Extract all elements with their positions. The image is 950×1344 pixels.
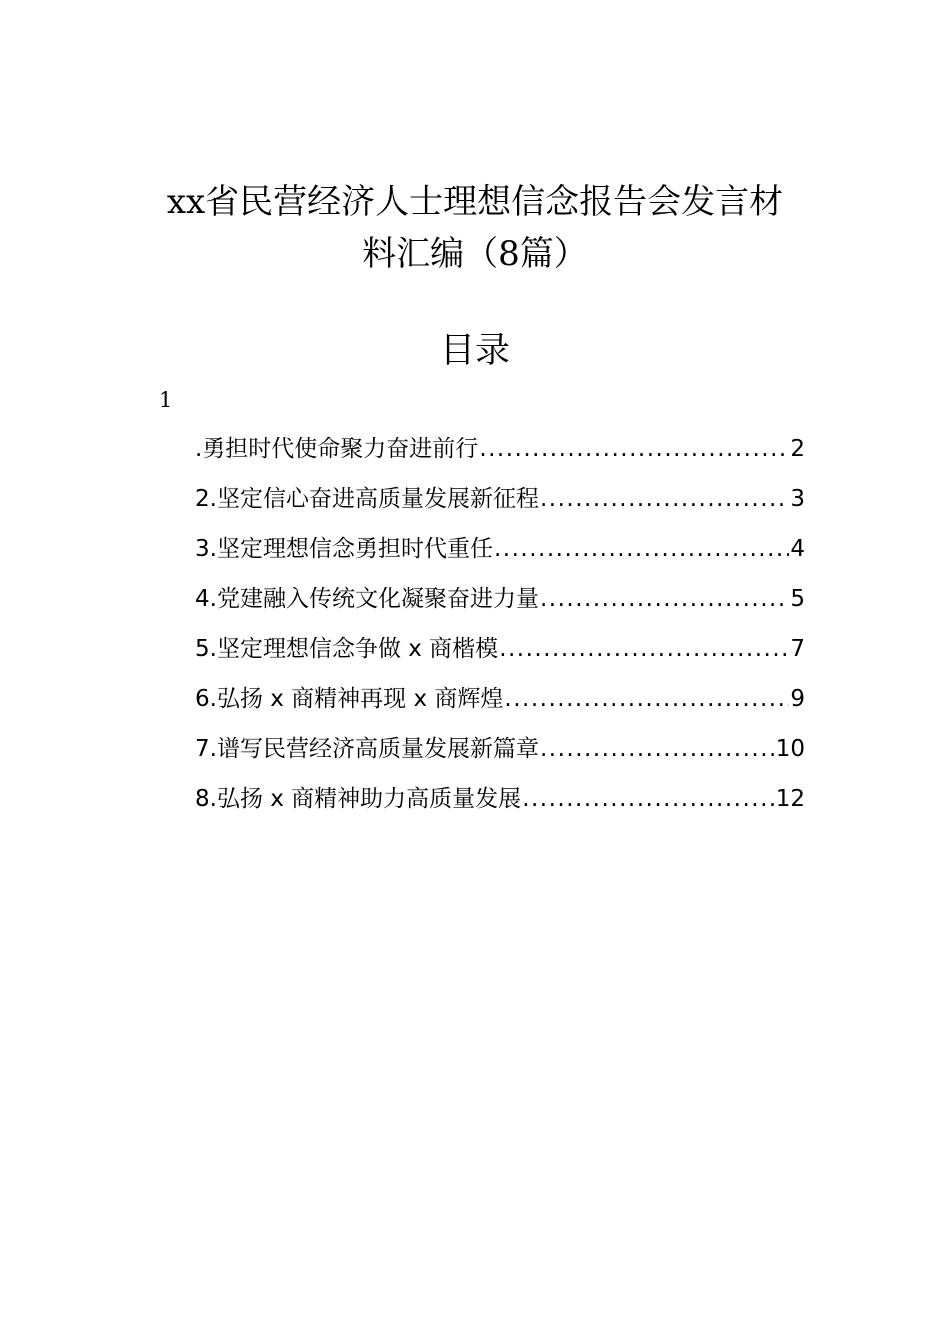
stray-number: 1 [159, 388, 173, 412]
title-line-2-text-b: 篇） [519, 234, 588, 274]
toc-entry-title: 4.党建融入传统文化凝聚奋进力量 [195, 586, 539, 612]
toc-entry-page: 10 [775, 736, 805, 762]
toc-entry-6[interactable] [195, 682, 805, 732]
document-title-line-2 [120, 228, 830, 280]
toc-entry-title: 2.坚定信心奋进高质量发展新征程 [195, 486, 539, 512]
toc-entry-page: 5 [790, 586, 805, 612]
toc-entry-page: 12 [775, 786, 805, 812]
toc-entry-3[interactable] [195, 532, 805, 582]
toc-entry-page: 9 [790, 686, 805, 712]
toc-entry-title: 7.谱写民营经济高质量发展新篇章 [195, 736, 539, 762]
toc-leader-dots [494, 532, 789, 566]
toc-list [195, 432, 805, 832]
toc-leader-dots [522, 782, 775, 816]
toc-leader-dots [540, 732, 775, 766]
toc-heading: 目录 [439, 331, 510, 371]
toc-leader-dots [499, 632, 789, 666]
toc-leader-dots [479, 432, 789, 466]
title-prefix: xx [166, 182, 206, 222]
toc-entry-title: 6.弘扬 x 商精神再现 x 商辉煌 [195, 686, 504, 712]
toc-leader-dots [540, 582, 789, 616]
title-line-2-text-a: 料汇编（ [362, 234, 499, 274]
toc-leader-dots [504, 682, 789, 716]
toc-entry-page: 2 [790, 436, 805, 462]
toc-entry-title: 8.弘扬 x 商精神助力高质量发展 [195, 786, 522, 812]
toc-entry-title: 3.坚定理想信念勇担时代重任 [195, 536, 493, 562]
toc-entry-page: 7 [790, 636, 805, 662]
toc-entry-page: 4 [790, 536, 805, 562]
toc-entry-title: 5.坚定理想信念争做 x 商楷模 [195, 636, 499, 662]
toc-leader-dots [540, 482, 789, 516]
toc-entry-4[interactable] [195, 582, 805, 632]
toc-entry-2[interactable] [195, 482, 805, 532]
title-line-1-text: 省民营经济人士理想信念报告会发言材 [205, 182, 784, 222]
document-title-line-1 [120, 176, 830, 228]
toc-entry-5[interactable] [195, 632, 805, 682]
title-count: 8 [498, 234, 520, 274]
toc-entry-1[interactable] [195, 432, 805, 482]
toc-entry-title: .勇担时代使命聚力奋进前行 [195, 436, 479, 462]
toc-entry-page: 3 [790, 486, 805, 512]
toc-entry-8[interactable] [195, 782, 805, 832]
toc-entry-7[interactable] [195, 732, 805, 782]
